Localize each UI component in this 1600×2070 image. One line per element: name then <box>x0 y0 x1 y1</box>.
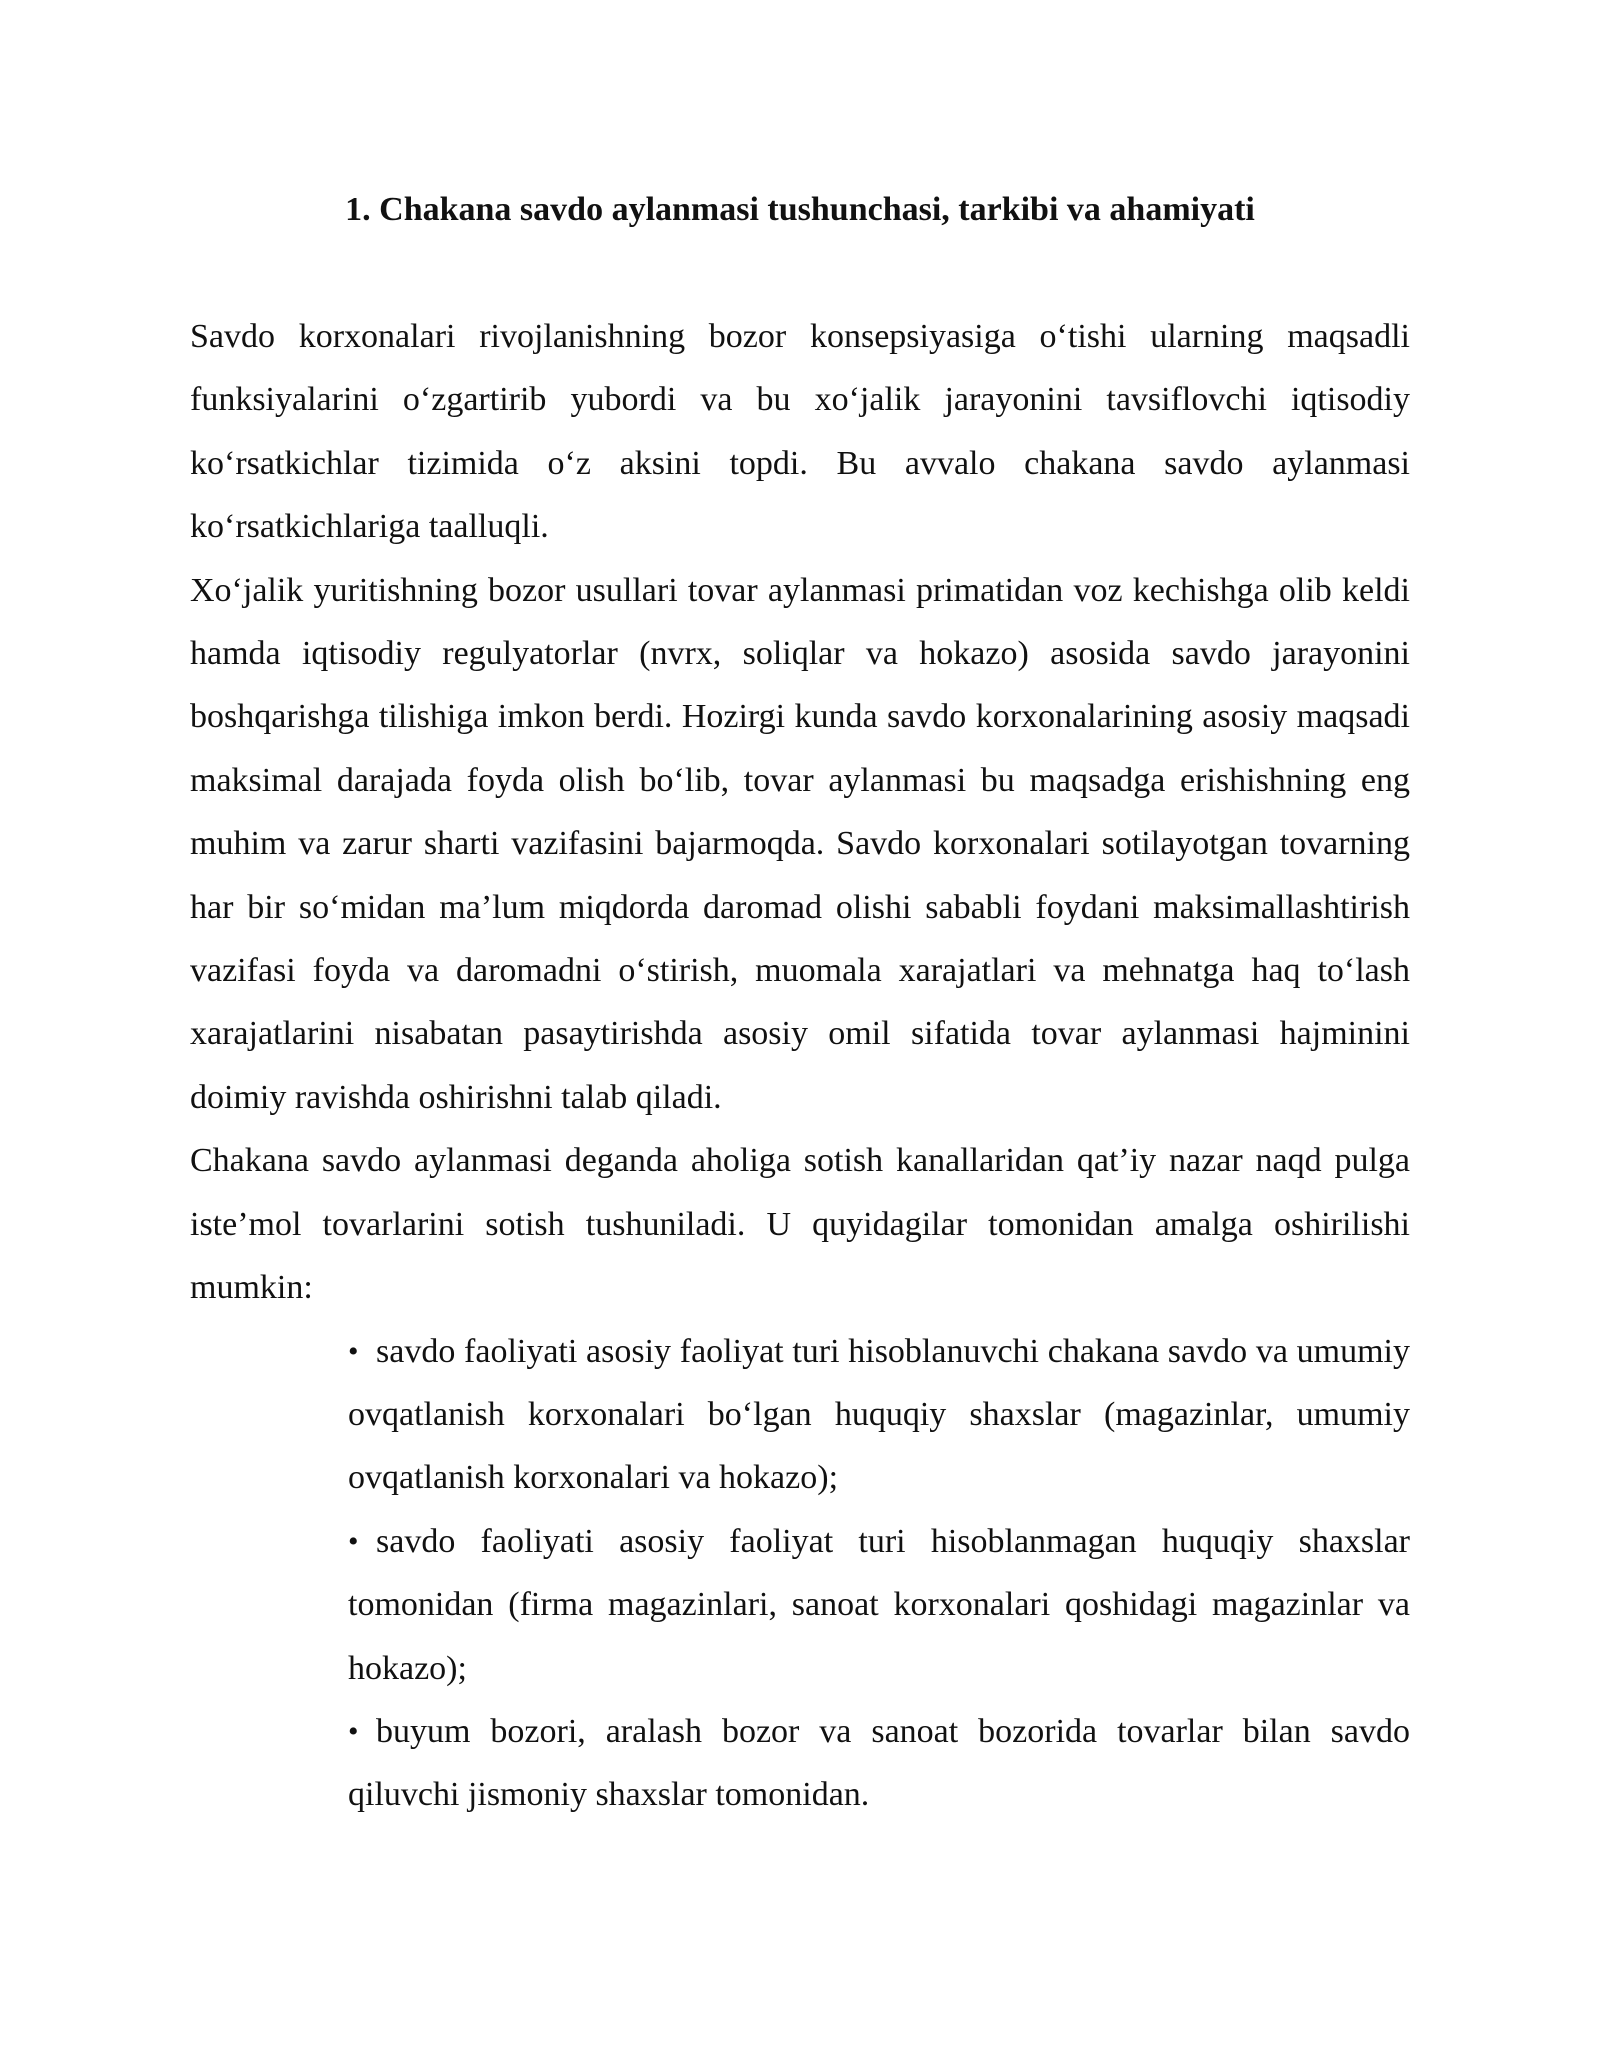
list-item <box>348 1320 1410 1510</box>
paragraph: Xo‘jalik yuritishning bozor usullari tovar aylanmasi primatidan voz kechishga olib keldi hamda iqtisodiy regulyatorlar (nvrx, soliqlar va hokazo) asosida savdo jarayonini boshqarishga tilishiga imkon berdi. Hozirgi kunda savdo korxonalarining asosiy maqsadi maksimal darajada foyda olish bo‘lib, tovar aylanmasi bu maqsadga erishishning eng muhim va zarur sharti vazifasini bajarmoqda. Savdo korxonalari sotilayotgan tovarning har bir so‘midan ma’lum miqdorda daromad olishi sababli foydani maksimallashtirish vazifasi foyda va daromadni o‘stirish, muomala xarajatlari va mehnatga haq to‘lash xarajatlarini nisabatan pasaytirishda asosiy omil sifatida tovar aylanmasi hajminini doimiy ravishda oshirishni talab qiladi. <box>190 571 1410 1116</box>
bullet-icon: • <box>348 1714 359 1748</box>
bullet-icon: • <box>348 1334 359 1368</box>
document-title: 1. Chakana savdo aylanmasi tushunchasi, tarkibi va ahamiyati <box>345 191 1255 228</box>
paragraph: Chakana savdo aylanmasi deganda aholiga sotish kanallaridan qat’iy nazar naqd pulga iste’mol tovarlarini sotish tushuniladi. U quyidagilar tomonidan amalga oshirilishi mumkin: <box>190 1142 1410 1307</box>
list-item-text: savdo faoliyati asosiy faoliyat turi hisoblanmagan huquqiy shaxslar tomonidan (firma magazinlari, sanoat korxonalari qoshidagi magazinlar va hokazo); <box>348 1522 1410 1687</box>
bullet-list <box>190 1320 1410 1827</box>
list-item-text: buyum bozori, aralash bozor va sanoat bozorida tovarlar bilan savdo qiluvchi jismoniy shaxslar tomonidan. <box>348 1712 1410 1814</box>
bullet-icon: • <box>348 1524 359 1558</box>
document-body <box>190 305 1410 1827</box>
paragraph: Savdo korxonalari rivojlanishning bozor konsepsiyasiga o‘tishi ularning maqsadli funksiyalarini o‘zgartirib yubordi va bu xo‘jalik jarayonini tavsiflovchi iqtisodiy ko‘rsatkichlar tizimida o‘z aksini topdi. Bu avvalo chakana savdo aylanmasi ko‘rsatkichlariga taalluqli. <box>190 318 1410 546</box>
list-item <box>348 1510 1410 1700</box>
list-item <box>348 1700 1410 1827</box>
list-item-text: savdo faoliyati asosiy faoliyat turi hisoblanuvchi chakana savdo va umumiy ovqatlanish korxonalari bo‘lgan huquqiy shaxslar (magazinlar, umumiy ovqatlanish korxonalari va hokazo); <box>348 1332 1410 1497</box>
